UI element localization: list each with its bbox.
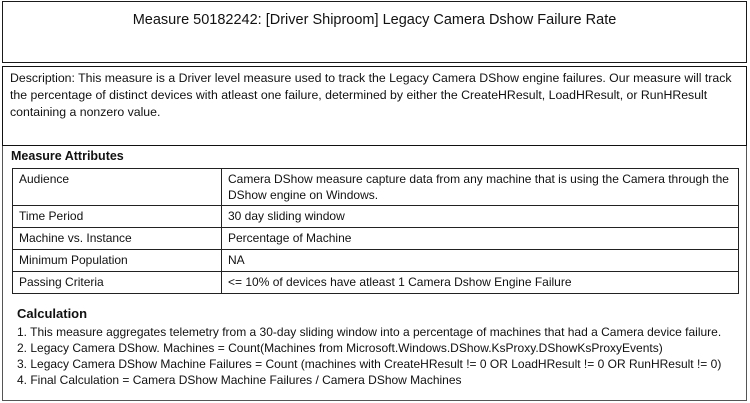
table-row (13, 228, 739, 250)
attributes-heading: Measure Attributes (11, 149, 124, 163)
description-box (2, 66, 747, 146)
description-text (10, 70, 740, 121)
calculation-line: 4. Final Calculation = Camera DShow Machine Failures / Camera DShow Machines (17, 373, 462, 387)
table-row (13, 206, 739, 228)
attribute-label: Passing Criteria (13, 272, 222, 294)
description-label: Description (10, 71, 72, 85)
attribute-value: <= 10% of devices have atleast 1 Camera Dshow Engine Failure (222, 272, 739, 294)
attribute-label: Machine vs. Instance (13, 228, 222, 250)
attribute-label: Minimum Population (13, 250, 222, 272)
table-row (13, 250, 739, 272)
attributes-table (12, 168, 739, 294)
calculation-section (17, 306, 721, 388)
attribute-label: Audience (13, 169, 222, 206)
attribute-value: Percentage of Machine (222, 228, 739, 250)
attribute-value: Camera DShow measure capture data from any machine that is using the Camera through the DShow engine on Windows. (222, 169, 739, 206)
description-body: : This measure is a Driver level measure used to track the Legacy Camera DShow engine failures. Our measure will track the percentage of distinct devices with atleast one failure, determined by either the CreateHResult, LoadHResult, or RunHResult containing a nonzero value. (10, 71, 732, 119)
table-row (13, 272, 739, 294)
calculation-heading: Calculation (17, 306, 88, 321)
calculation-line: 2. Legacy Camera DShow. Machines = Count(Machines from Microsoft.Windows.DShow.KsProxy.DShowKsProxyEvents) (17, 341, 663, 355)
calculation-line: 3. Legacy Camera DShow Machine Failures = Count (machines with CreateHResult != 0 OR LoadHResult != 0 OR RunHResult != 0) (17, 357, 722, 371)
table-row (13, 169, 739, 206)
attribute-value: NA (222, 250, 739, 272)
attributes-section (2, 146, 747, 401)
page-title: Measure 50182242: [Driver Shiproom] Legacy Camera Dshow Failure Rate (132, 12, 617, 28)
attribute-label: Time Period (13, 206, 222, 228)
attribute-value: 30 day sliding window (222, 206, 739, 228)
calculation-line: 1. This measure aggregates telemetry from a 30-day sliding window into a percentage of machines that had a Camera device failure. (17, 325, 722, 339)
title-box (2, 1, 747, 63)
